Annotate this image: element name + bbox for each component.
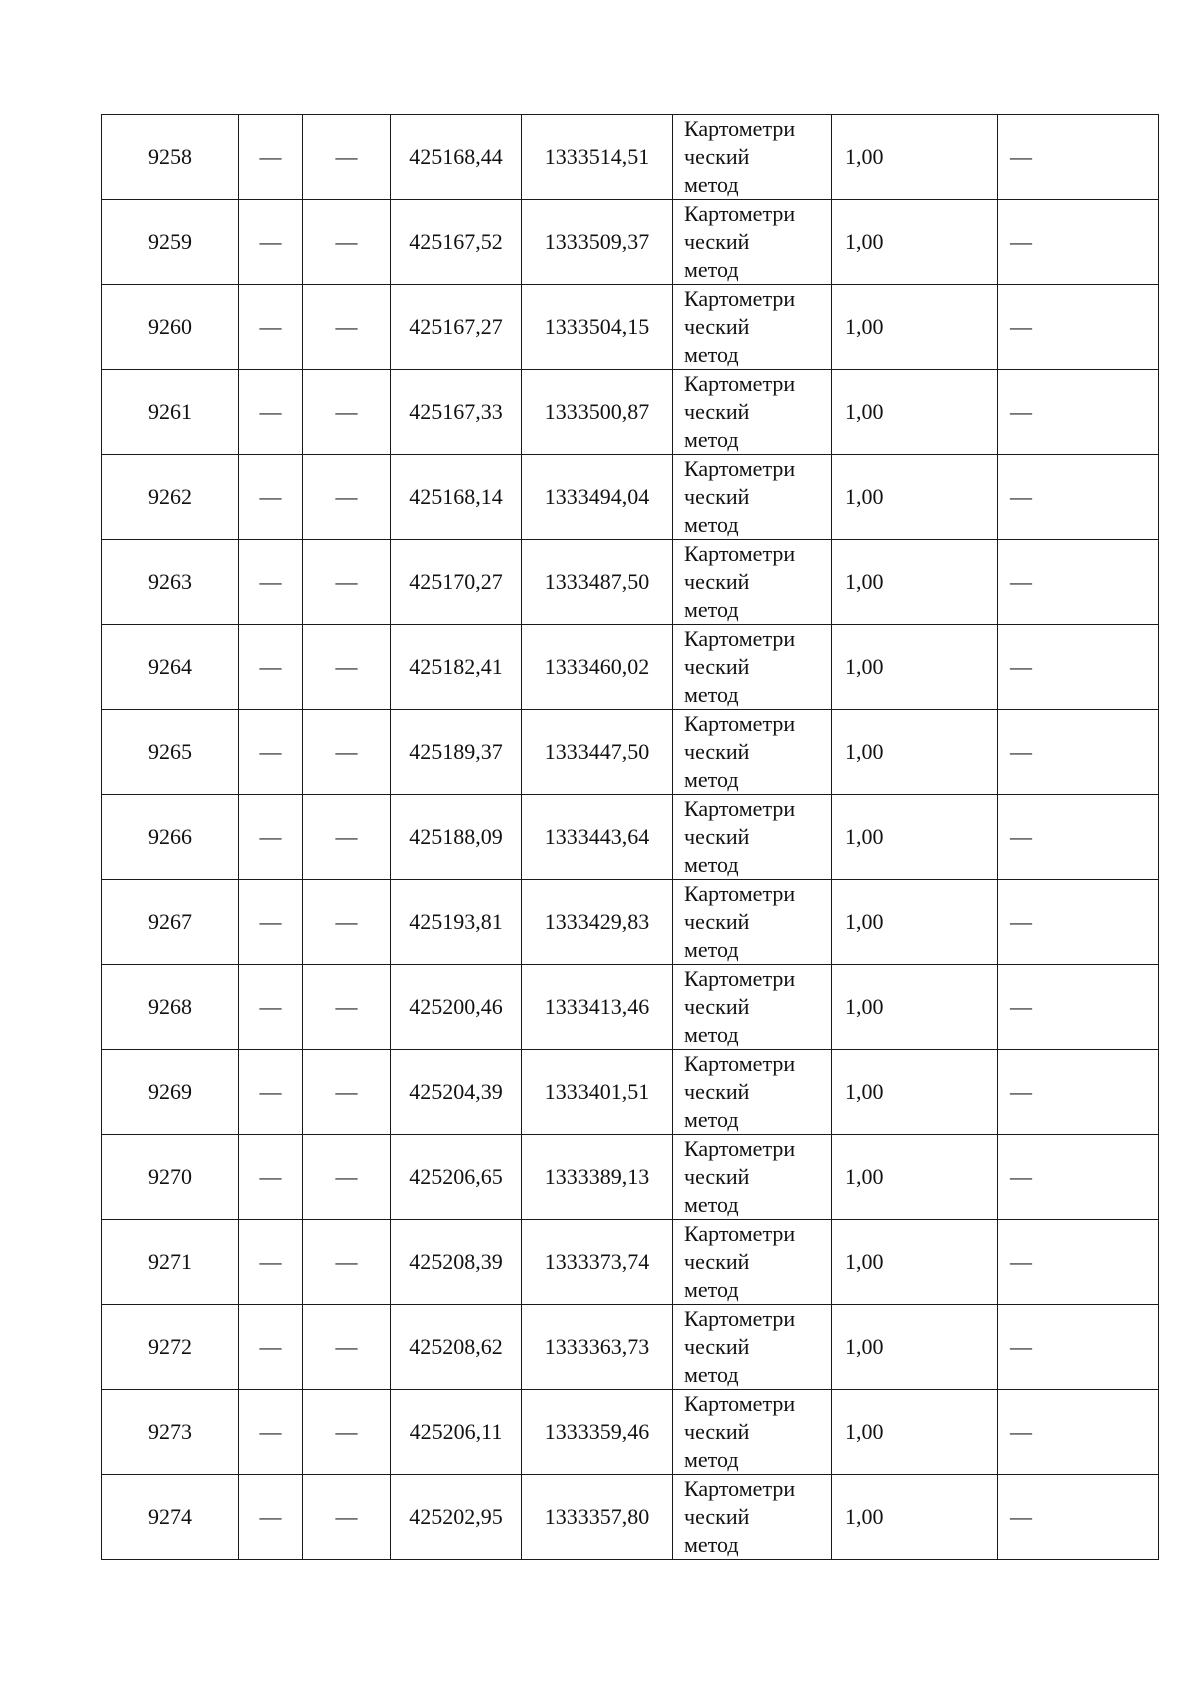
method-cell	[673, 455, 832, 540]
table-row	[102, 285, 1159, 370]
point-number-cell: 9265	[102, 710, 239, 795]
precision-cell: 1,00	[832, 1305, 998, 1390]
method-text-line: ческий	[684, 1249, 750, 1274]
method-text-line: ческий	[684, 739, 750, 764]
method-text-line: Картометри	[684, 541, 796, 566]
method-cell	[673, 1390, 832, 1475]
precision-cell: 1,00	[832, 1475, 998, 1560]
point-number-cell: 9273	[102, 1390, 239, 1475]
x-coordinate-cell: 425167,52	[391, 200, 522, 285]
table-row	[102, 1305, 1159, 1390]
empty-dash-cell: —	[239, 880, 303, 965]
empty-dash-cell: —	[239, 370, 303, 455]
y-coordinate-cell: 1333401,51	[522, 1050, 673, 1135]
empty-dash-cell: —	[239, 965, 303, 1050]
method-cell	[673, 1135, 832, 1220]
table-row	[102, 795, 1159, 880]
precision-cell: 1,00	[832, 880, 998, 965]
table-row	[102, 200, 1159, 285]
coordinates-table	[101, 114, 1159, 1560]
empty-dash-cell: —	[998, 115, 1159, 200]
method-text-line: метод	[684, 342, 739, 367]
empty-dash-cell: —	[998, 1220, 1159, 1305]
empty-dash-cell: —	[998, 200, 1159, 285]
empty-dash-cell: —	[239, 1050, 303, 1135]
method-text-line: Картометри	[684, 966, 796, 991]
empty-dash-cell: —	[239, 1135, 303, 1220]
empty-dash-cell: —	[303, 200, 391, 285]
method-text-line: Картометри	[684, 626, 796, 651]
empty-dash-cell: —	[239, 115, 303, 200]
precision-cell: 1,00	[832, 1220, 998, 1305]
method-text-line: ческий	[684, 144, 750, 169]
method-text-line: ческий	[684, 229, 750, 254]
method-text-line: ческий	[684, 1079, 750, 1104]
empty-dash-cell: —	[998, 540, 1159, 625]
precision-cell: 1,00	[832, 965, 998, 1050]
x-coordinate-cell: 425204,39	[391, 1050, 522, 1135]
method-text-line: ческий	[684, 654, 750, 679]
table-row	[102, 455, 1159, 540]
x-coordinate-cell: 425206,11	[391, 1390, 522, 1475]
y-coordinate-cell: 1333357,80	[522, 1475, 673, 1560]
method-text-line: метод	[684, 1022, 739, 1047]
method-cell	[673, 880, 832, 965]
y-coordinate-cell: 1333413,46	[522, 965, 673, 1050]
empty-dash-cell: —	[303, 115, 391, 200]
empty-dash-cell: —	[303, 540, 391, 625]
empty-dash-cell: —	[239, 1475, 303, 1560]
point-number-cell: 9259	[102, 200, 239, 285]
precision-cell: 1,00	[832, 1050, 998, 1135]
method-text-line: ческий	[684, 1504, 750, 1529]
empty-dash-cell: —	[998, 1050, 1159, 1135]
method-text-line: метод	[684, 1532, 739, 1557]
method-text-line: ческий	[684, 314, 750, 339]
empty-dash-cell: —	[239, 710, 303, 795]
x-coordinate-cell: 425208,62	[391, 1305, 522, 1390]
empty-dash-cell: —	[239, 200, 303, 285]
precision-cell: 1,00	[832, 115, 998, 200]
method-text-line: Картометри	[684, 711, 796, 736]
method-cell	[673, 1305, 832, 1390]
precision-cell: 1,00	[832, 455, 998, 540]
method-text-line: Картометри	[684, 201, 796, 226]
method-cell	[673, 1220, 832, 1305]
y-coordinate-cell: 1333504,15	[522, 285, 673, 370]
table-body	[102, 115, 1159, 1560]
y-coordinate-cell: 1333363,73	[522, 1305, 673, 1390]
precision-cell: 1,00	[832, 625, 998, 710]
method-cell	[673, 965, 832, 1050]
method-text-line: ческий	[684, 484, 750, 509]
method-cell	[673, 625, 832, 710]
empty-dash-cell: —	[998, 965, 1159, 1050]
point-number-cell: 9267	[102, 880, 239, 965]
empty-dash-cell: —	[239, 625, 303, 710]
point-number-cell: 9260	[102, 285, 239, 370]
x-coordinate-cell: 425167,33	[391, 370, 522, 455]
empty-dash-cell: —	[303, 965, 391, 1050]
empty-dash-cell: —	[998, 1475, 1159, 1560]
x-coordinate-cell: 425170,27	[391, 540, 522, 625]
method-text-line: метод	[684, 1192, 739, 1217]
empty-dash-cell: —	[239, 455, 303, 540]
method-text-line: метод	[684, 682, 739, 707]
empty-dash-cell: —	[239, 1220, 303, 1305]
table-row	[102, 1135, 1159, 1220]
x-coordinate-cell: 425167,27	[391, 285, 522, 370]
method-text-line: Картометри	[684, 881, 796, 906]
method-text-line: метод	[684, 597, 739, 622]
point-number-cell: 9268	[102, 965, 239, 1050]
empty-dash-cell: —	[303, 455, 391, 540]
method-text-line: метод	[684, 1447, 739, 1472]
empty-dash-cell: —	[303, 1220, 391, 1305]
method-cell	[673, 540, 832, 625]
method-text-line: метод	[684, 937, 739, 962]
precision-cell: 1,00	[832, 370, 998, 455]
y-coordinate-cell: 1333389,13	[522, 1135, 673, 1220]
method-text-line: метод	[684, 1107, 739, 1132]
method-text-line: Картометри	[684, 1136, 796, 1161]
table-row	[102, 115, 1159, 200]
empty-dash-cell: —	[303, 1050, 391, 1135]
method-text-line: Картометри	[684, 796, 796, 821]
empty-dash-cell: —	[998, 880, 1159, 965]
method-cell	[673, 1475, 832, 1560]
table-row	[102, 710, 1159, 795]
empty-dash-cell: —	[303, 710, 391, 795]
y-coordinate-cell: 1333514,51	[522, 115, 673, 200]
x-coordinate-cell: 425168,14	[391, 455, 522, 540]
point-number-cell: 9270	[102, 1135, 239, 1220]
method-cell	[673, 1050, 832, 1135]
method-cell	[673, 795, 832, 880]
x-coordinate-cell: 425189,37	[391, 710, 522, 795]
empty-dash-cell: —	[239, 540, 303, 625]
method-text-line: ческий	[684, 1419, 750, 1444]
y-coordinate-cell: 1333500,87	[522, 370, 673, 455]
method-text-line: Картометри	[684, 1221, 796, 1246]
empty-dash-cell: —	[998, 1390, 1159, 1475]
point-number-cell: 9261	[102, 370, 239, 455]
point-number-cell: 9258	[102, 115, 239, 200]
method-text-line: Картометри	[684, 116, 796, 141]
x-coordinate-cell: 425208,39	[391, 1220, 522, 1305]
method-text-line: метод	[684, 172, 739, 197]
method-text-line: Картометри	[684, 1051, 796, 1076]
method-cell	[673, 710, 832, 795]
empty-dash-cell: —	[998, 1305, 1159, 1390]
empty-dash-cell: —	[998, 1135, 1159, 1220]
method-cell	[673, 285, 832, 370]
table-row	[102, 370, 1159, 455]
empty-dash-cell: —	[303, 1390, 391, 1475]
precision-cell: 1,00	[832, 710, 998, 795]
method-cell	[673, 115, 832, 200]
method-text-line: ческий	[684, 399, 750, 424]
table-row	[102, 965, 1159, 1050]
precision-cell: 1,00	[832, 1390, 998, 1475]
method-text-line: ческий	[684, 1164, 750, 1189]
precision-cell: 1,00	[832, 795, 998, 880]
point-number-cell: 9274	[102, 1475, 239, 1560]
empty-dash-cell: —	[239, 1390, 303, 1475]
table-row	[102, 1390, 1159, 1475]
table-row	[102, 880, 1159, 965]
table-row	[102, 1220, 1159, 1305]
method-text-line: метод	[684, 767, 739, 792]
empty-dash-cell: —	[303, 625, 391, 710]
x-coordinate-cell: 425206,65	[391, 1135, 522, 1220]
method-text-line: Картометри	[684, 286, 796, 311]
x-coordinate-cell: 425193,81	[391, 880, 522, 965]
y-coordinate-cell: 1333373,74	[522, 1220, 673, 1305]
x-coordinate-cell: 425182,41	[391, 625, 522, 710]
method-text-line: Картометри	[684, 1306, 796, 1331]
method-text-line: ческий	[684, 1334, 750, 1359]
method-text-line: ческий	[684, 909, 750, 934]
empty-dash-cell: —	[303, 370, 391, 455]
x-coordinate-cell: 425168,44	[391, 115, 522, 200]
method-cell	[673, 370, 832, 455]
method-text-line: Картометри	[684, 456, 796, 481]
empty-dash-cell: —	[303, 795, 391, 880]
method-text-line: метод	[684, 852, 739, 877]
precision-cell: 1,00	[832, 540, 998, 625]
point-number-cell: 9272	[102, 1305, 239, 1390]
method-text-line: ческий	[684, 569, 750, 594]
method-text-line: ческий	[684, 824, 750, 849]
x-coordinate-cell: 425202,95	[391, 1475, 522, 1560]
empty-dash-cell: —	[303, 880, 391, 965]
y-coordinate-cell: 1333429,83	[522, 880, 673, 965]
method-text-line: метод	[684, 257, 739, 282]
point-number-cell: 9266	[102, 795, 239, 880]
x-coordinate-cell: 425188,09	[391, 795, 522, 880]
point-number-cell: 9271	[102, 1220, 239, 1305]
method-cell	[673, 200, 832, 285]
method-text-line: метод	[684, 1277, 739, 1302]
y-coordinate-cell: 1333460,02	[522, 625, 673, 710]
empty-dash-cell: —	[239, 1305, 303, 1390]
empty-dash-cell: —	[303, 285, 391, 370]
point-number-cell: 9269	[102, 1050, 239, 1135]
precision-cell: 1,00	[832, 285, 998, 370]
empty-dash-cell: —	[303, 1305, 391, 1390]
empty-dash-cell: —	[998, 455, 1159, 540]
method-text-line: Картометри	[684, 1476, 796, 1501]
method-text-line: ческий	[684, 994, 750, 1019]
point-number-cell: 9264	[102, 625, 239, 710]
method-text-line: метод	[684, 512, 739, 537]
empty-dash-cell: —	[303, 1475, 391, 1560]
point-number-cell: 9262	[102, 455, 239, 540]
empty-dash-cell: —	[239, 795, 303, 880]
y-coordinate-cell: 1333359,46	[522, 1390, 673, 1475]
method-text-line: Картометри	[684, 1391, 796, 1416]
table-row	[102, 540, 1159, 625]
empty-dash-cell: —	[998, 285, 1159, 370]
method-text-line: Картометри	[684, 371, 796, 396]
precision-cell: 1,00	[832, 1135, 998, 1220]
y-coordinate-cell: 1333487,50	[522, 540, 673, 625]
empty-dash-cell: —	[998, 710, 1159, 795]
empty-dash-cell: —	[303, 1135, 391, 1220]
y-coordinate-cell: 1333509,37	[522, 200, 673, 285]
table-row	[102, 1475, 1159, 1560]
table-row	[102, 625, 1159, 710]
method-text-line: метод	[684, 427, 739, 452]
y-coordinate-cell: 1333494,04	[522, 455, 673, 540]
empty-dash-cell: —	[998, 795, 1159, 880]
y-coordinate-cell: 1333443,64	[522, 795, 673, 880]
x-coordinate-cell: 425200,46	[391, 965, 522, 1050]
empty-dash-cell: —	[239, 285, 303, 370]
table-row	[102, 1050, 1159, 1135]
empty-dash-cell: —	[998, 625, 1159, 710]
precision-cell: 1,00	[832, 200, 998, 285]
point-number-cell: 9263	[102, 540, 239, 625]
method-text-line: метод	[684, 1362, 739, 1387]
y-coordinate-cell: 1333447,50	[522, 710, 673, 795]
empty-dash-cell: —	[998, 370, 1159, 455]
